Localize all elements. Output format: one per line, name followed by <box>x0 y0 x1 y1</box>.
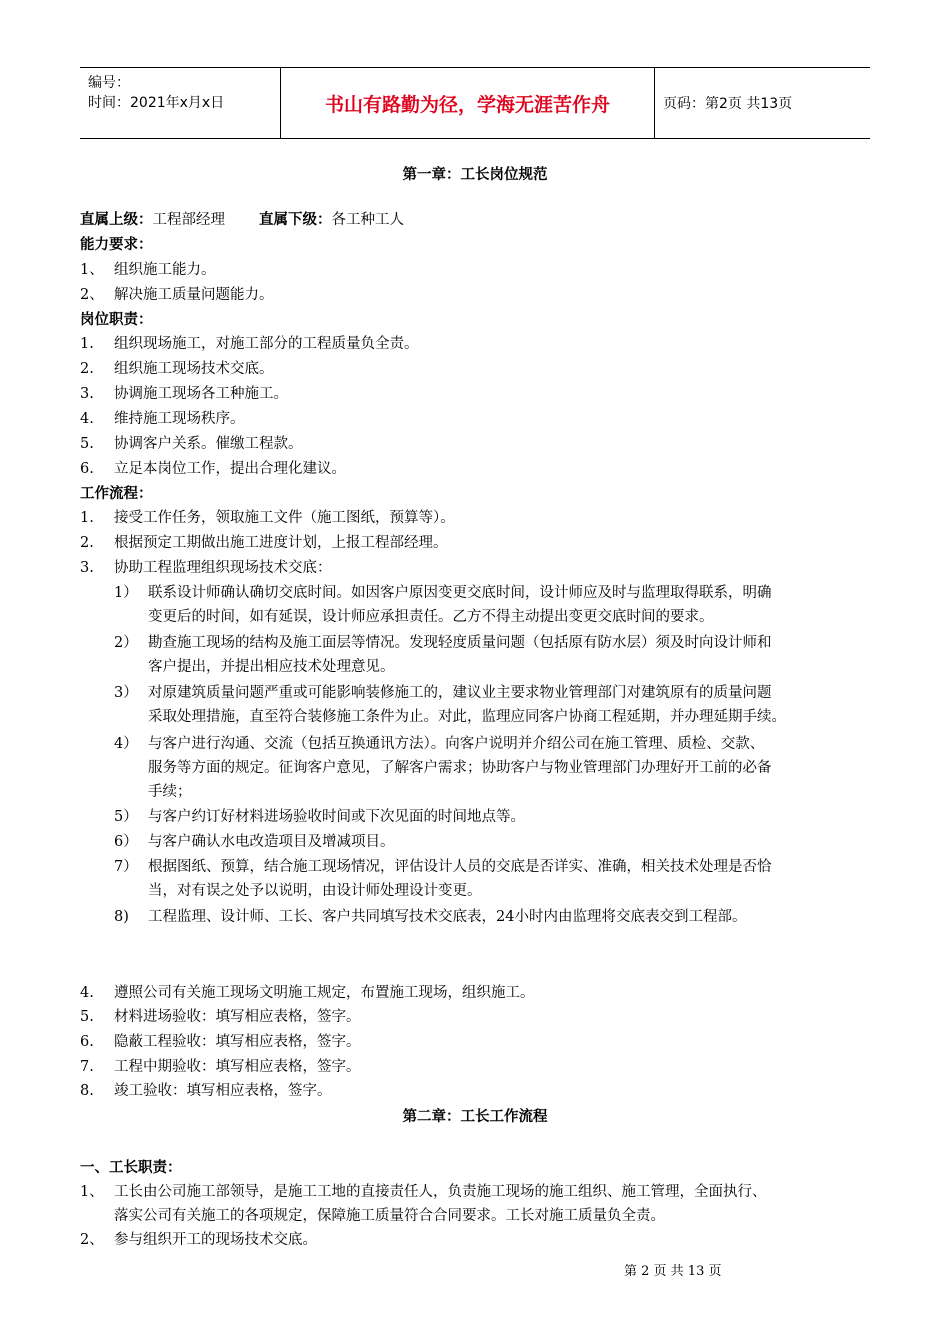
flow-step-text: 根据预定工期做出施工进度计划，上报工程部经理。 <box>114 535 448 551</box>
chapter1-title: 第一章：工长岗位规范 <box>402 167 548 183</box>
page-footer: 第 2 页 共 13 页 <box>624 1264 722 1279</box>
flow-heading: 工作流程： <box>80 486 153 502</box>
header-page-number: 页码：第2页 共13页 <box>663 96 793 112</box>
flow-step-number: 6. <box>80 1034 94 1050</box>
sub-item-number: 5） <box>114 809 138 825</box>
sub-item-text: 客户提出，并提出相应技术处理意见。 <box>148 659 395 675</box>
document-time-label: 时间：2021年x月x日 <box>88 95 225 111</box>
sub-item-text: 变更后的时间，如有延误，设计师应承担责任。乙方不得主动提出变更交底时间的要求。 <box>148 609 714 625</box>
duty-text: 组织现场施工，对施工部分的工程质量负全责。 <box>114 336 419 352</box>
duty-number: 3. <box>80 386 94 402</box>
sub-item-text: 当，对有误之处予以说明，由设计师处理设计变更。 <box>148 883 482 899</box>
flow-step-number: 7. <box>80 1059 94 1075</box>
duty-text: 立足本岗位工作，提出合理化建议。 <box>114 461 346 477</box>
duty-text: 维持施工现场秩序。 <box>114 411 245 427</box>
header-page-cell <box>655 68 870 138</box>
flow-step-number: 1. <box>80 510 94 526</box>
flow-step-text: 材料进场验收：填写相应表格，签字。 <box>114 1009 361 1025</box>
duty-number: 2. <box>80 361 94 377</box>
duty-number: 4. <box>80 411 94 427</box>
sub-item-text: 勘查施工现场的结构及施工面层等情况。发现轻度质量问题（包括原有防水层）须及时向设计师和 <box>148 635 772 651</box>
sub-item-number: 8) <box>114 909 129 925</box>
flow-step-text: 工程中期验收：填写相应表格，签字。 <box>114 1059 361 1075</box>
ability-heading: 能力要求： <box>80 237 153 253</box>
flow-step-number: 3. <box>80 560 94 576</box>
sub-item-text: 联系设计师确认确切交底时间。如因客户原因变更交底时间，设计师应及时与监理取得联系，明确 <box>148 585 772 601</box>
duty-item-text: 落实公司有关施工的各项规定，保障施工质量符合合同要求。工长对施工质量负全责。 <box>114 1208 665 1224</box>
superior-value: 工程部经理 <box>152 212 225 228</box>
header-motto-cell <box>281 68 655 138</box>
duty-number: 6. <box>80 461 94 477</box>
duty-text: 协调施工现场各工种施工。 <box>114 386 288 402</box>
sub-item-number: 2） <box>114 635 138 651</box>
page-header <box>80 67 870 139</box>
sub-item-text: 服务等方面的规定。征询客户意见，了解客户需求；协助客户与物业管理部门办理好开工前的必备 <box>148 760 772 776</box>
sub-item-text: 与客户进行沟通、交流（包括互换通讯方法）。向客户说明并介绍公司在施工管理、质检、交款、 <box>148 736 765 752</box>
flow-step-number: 5. <box>80 1009 94 1025</box>
duty-item-number: 1、 <box>80 1184 104 1200</box>
sub-item-text: 工程监理、设计师、工长、客户共同填写技术交底表，24小时内由监理将交底表交到工程部。 <box>148 909 747 925</box>
superior-label: 直属上级： <box>80 212 153 228</box>
flow-step-number: 8. <box>80 1083 94 1099</box>
header-info-cell <box>80 68 281 138</box>
flow-step-number: 4. <box>80 985 94 1001</box>
duty-item-text: 参与组织开工的现场技术交底。 <box>114 1232 317 1248</box>
flow-step-text: 协助工程监理组织现场技术交底： <box>114 560 332 576</box>
ability-text: 组织施工能力。 <box>114 262 216 278</box>
sub-item-text: 根据图纸、预算，结合施工现场情况，评估设计人员的交底是否详实、准确，相关技术处理是否恰 <box>148 859 772 875</box>
sub-item-text: 与客户约订好材料进场验收时间或下次见面的时间地点等。 <box>148 809 525 825</box>
sub-item-text: 对原建筑质量问题严重或可能影响装修施工的，建议业主要求物业管理部门对建筑原有的质量问题 <box>148 685 772 701</box>
sub-item-number: 1） <box>114 585 138 601</box>
duty-text: 组织施工现场技术交底。 <box>114 361 274 377</box>
duty-item-number: 2、 <box>80 1232 104 1248</box>
duty-heading: 岗位职责： <box>80 312 153 328</box>
sub-item-text: 手续； <box>148 784 192 800</box>
flow-step-text: 遵照公司有关施工现场文明施工规定，布置施工现场，组织施工。 <box>114 985 535 1001</box>
duty-number: 5. <box>80 436 94 452</box>
flow-step-text: 接受工作任务，领取施工文件（施工图纸，预算等）。 <box>114 510 455 526</box>
document-number-label: 编号： <box>88 75 130 91</box>
flow-step-text: 竣工验收：填写相应表格，签字。 <box>114 1083 332 1099</box>
reporting-line <box>80 210 404 230</box>
sub-item-number: 4） <box>114 736 138 752</box>
ability-text: 解决施工质量问题能力。 <box>114 287 274 303</box>
sub-item-number: 3） <box>114 685 138 701</box>
sub-item-text: 与客户确认水电改造项目及增减项目。 <box>148 834 395 850</box>
ability-number: 1、 <box>80 262 104 278</box>
chapter2-title: 第二章：工长工作流程 <box>402 1109 548 1125</box>
subordinate-label: 直属下级： <box>259 212 332 228</box>
header-motto: 书山有路勤为径，学海无涯苦作舟 <box>324 94 610 116</box>
duty-text: 协调客户关系。催缴工程款。 <box>114 436 303 452</box>
flow-step-number: 2. <box>80 535 94 551</box>
subordinate-value: 各工种工人 <box>331 212 404 228</box>
sub-item-number: 6） <box>114 834 138 850</box>
flow-step-text: 隐蔽工程验收：填写相应表格，签字。 <box>114 1034 361 1050</box>
ability-number: 2、 <box>80 287 104 303</box>
duty-number: 1. <box>80 336 94 352</box>
duty-item-text: 工长由公司施工部领导，是施工工地的直接责任人，负责施工现场的施工组织、施工管理，全面执行、 <box>114 1184 767 1200</box>
sub-item-number: 7） <box>114 859 138 875</box>
section-heading: 一、工长职责： <box>80 1160 182 1176</box>
sub-item-text: 采取处理措施，直至符合装修施工条件为止。对此，监理应同客户协商工程延期，并办理延期手续。 <box>148 709 786 725</box>
